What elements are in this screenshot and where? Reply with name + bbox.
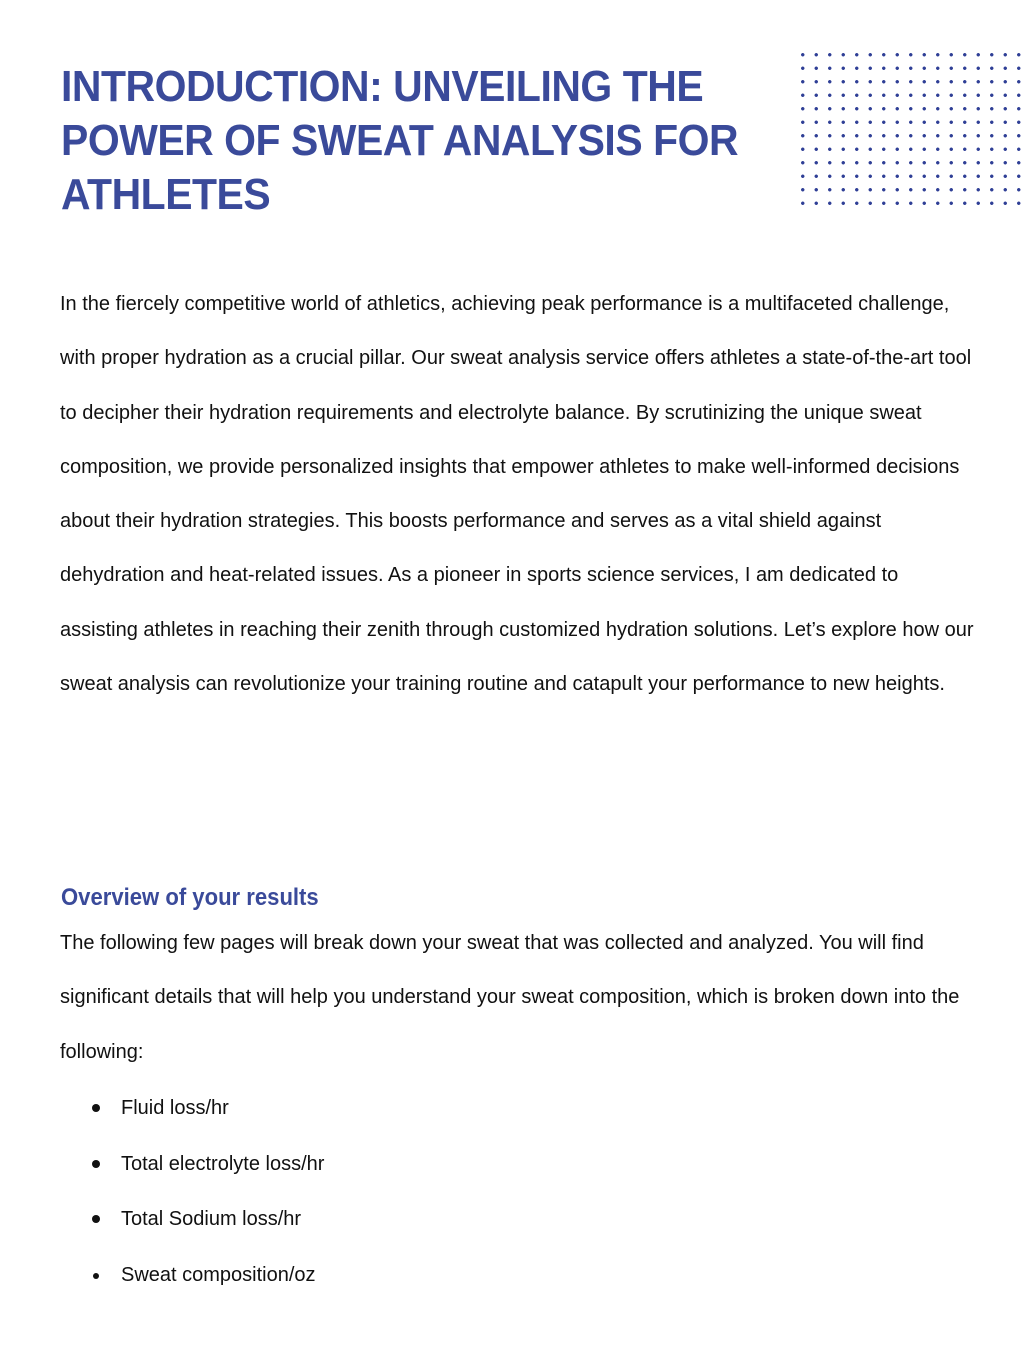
list-item xyxy=(60,1195,324,1251)
list-item-label: Total electrolyte loss/hr xyxy=(121,1152,325,1175)
list-item-label: Sweat composition/oz xyxy=(121,1264,316,1287)
bullet-icon xyxy=(92,1160,100,1168)
intro-paragraph: In the fiercely competitive world of athletics, achieving peak performance is a multifaceted challenge, with proper hydration as a crucial pillar. Our sweat analysis service offers athletes a state-of-the-art tool to decipher their hydration requirements and electrolyte balance. By scrutinizing the unique sweat composition, we provide personalized insights that empower athletes to make well-informed decisions about their hydration strategies. This boosts performance and serves as a vital shield against dehydration and heat-related issues. As a pioneer in sports science services, I am dedicated to assisting athletes in reaching their zenith through customized hydration solutions. Let’s explore how our sweat analysis can revolutionize your training routine and catapult your performance to new heights. xyxy=(60,293,974,696)
list-item xyxy=(60,1251,324,1307)
results-list xyxy=(60,1084,324,1307)
bullet-icon xyxy=(93,1273,99,1279)
list-item-label: Total Sodium loss/hr xyxy=(121,1208,302,1231)
page-title: INTRODUCTION: UNVEILING THE POWER OF SWEAT ANALYSIS FOR ATHLETES xyxy=(61,62,739,219)
bullet-icon xyxy=(92,1104,100,1112)
dot-grid-icon xyxy=(796,48,1028,208)
list-item xyxy=(60,1140,324,1196)
overview-heading: Overview of your results xyxy=(61,884,319,911)
bullet-icon xyxy=(92,1215,100,1223)
list-item xyxy=(60,1084,324,1140)
list-item-label: Fluid loss/hr xyxy=(121,1097,229,1119)
overview-paragraph: The following few pages will break down your sweat that was collected and analyzed. You will find significant details that will help you understand your sweat composition, which is broken down into the following: xyxy=(60,932,960,1063)
